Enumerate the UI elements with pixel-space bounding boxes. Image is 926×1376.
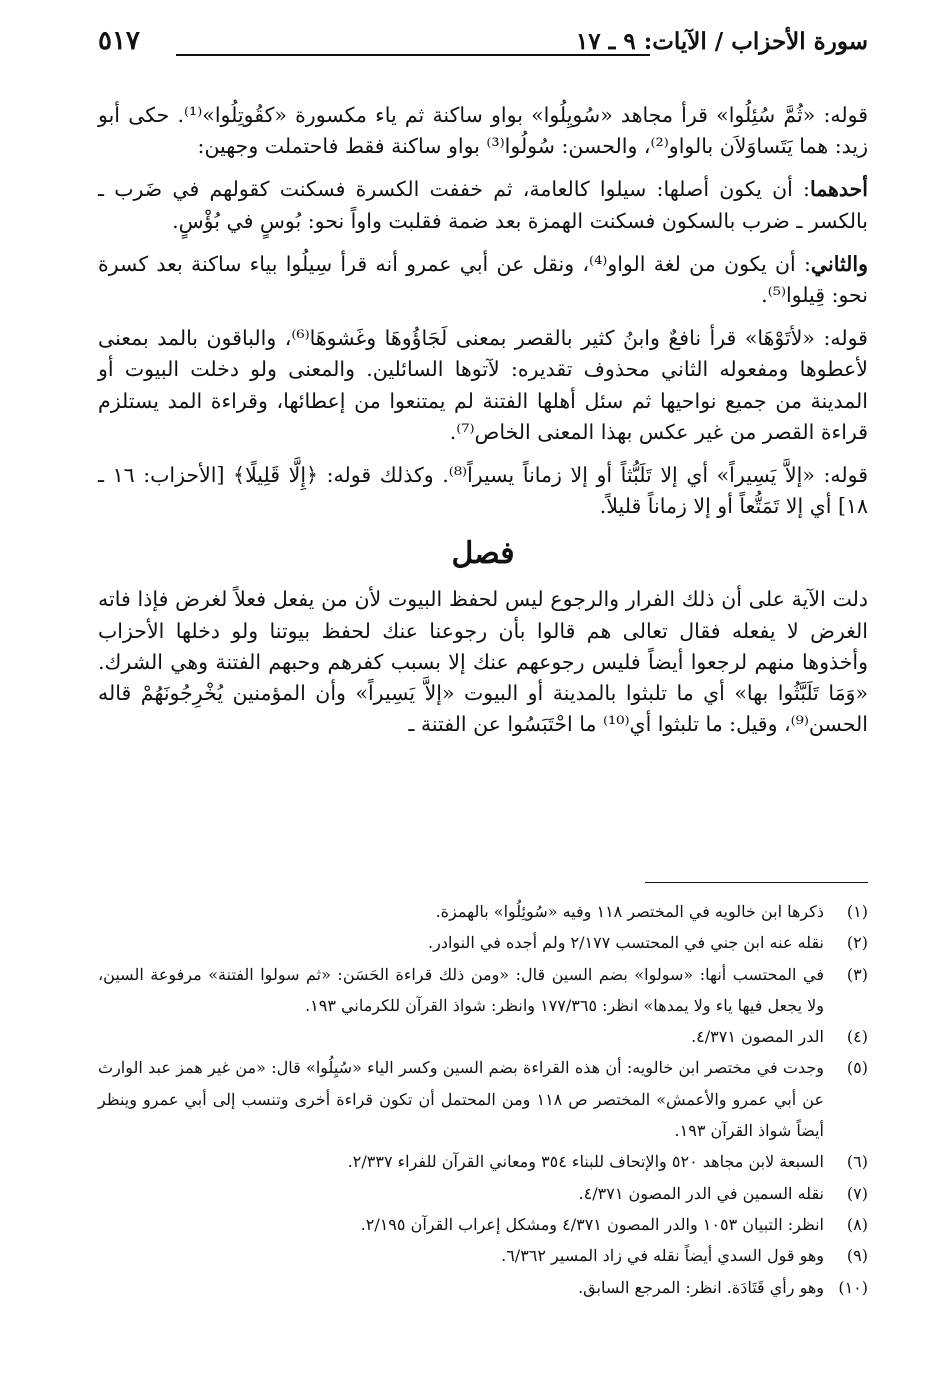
footnote-number: (٧) <box>846 1183 868 1203</box>
footnote-text: نقله عنه ابن جني في المحتسب ٢/١٧٧ ولم أجده في النوادر. <box>428 933 824 953</box>
footnote-item <box>98 1052 868 1146</box>
footnote-separator <box>645 882 868 883</box>
paragraph-4 <box>98 323 868 448</box>
page-number: ٥١٧ <box>98 26 140 56</box>
footnote-number: (٣) <box>846 964 868 984</box>
paragraph-1-text: قوله: «ثُمَّ سُئِلُوا» قرأ مجاهد «سُويِلُوا» بواو ساكنة ثم ياء مكسورة «كقُوتِلُوا»⁽¹⁾. حكى أبو زيد: هما يَتَساوَلاَن بالواو⁽²⁾، والحسن: سُولُوا⁽³⁾ بواو ساكنة فقط فاحتملت وجهين: <box>98 103 868 159</box>
footnote-text: السبعة لابن مجاهد ٥٢٠ والإتحاف للبناء ٣٥٤ ومعاني القرآن للفراء ٢/٣٣٧. <box>347 1152 824 1172</box>
footnote-number: (١٠) <box>838 1277 868 1297</box>
footnote-text: انظر: التبيان ١٠٥٣ والدر المصون ٤/٣٧١ ومشكل إعراب القرآن ٢/١٩٥. <box>360 1214 824 1234</box>
footnotes <box>98 896 868 1303</box>
footnote-item <box>98 1146 868 1177</box>
footnote-text: في المحتسب أنها: «سولوا» بضم السين قال: «ومن ذلك قراءة الحَسَن: «ثم سولوا الفتنة» مرفوعة السين، ولا يجعل فيها ياء ولا يمدها» انظر: ١٧٧/٣٦٥ وانظر: شواذ القرآن للكرماني ١٩٣. <box>98 964 824 1015</box>
footnote-item <box>98 1240 868 1271</box>
footnote-text: ذكرها ابن خالويه في المختصر ١١٨ وفيه «سُوئِلُوا» بالهمزة. <box>435 902 824 921</box>
footnote-item <box>98 959 868 1022</box>
paragraph-3 <box>98 249 868 311</box>
footnote-item <box>98 1178 868 1209</box>
footnote-text: الدر المصون ٤/٣٧١. <box>691 1027 824 1047</box>
footnote-number: (٨) <box>846 1214 868 1234</box>
paragraph-4-text: قوله: «لأتَوْهَا» قرأ نافعٌ وابنُ كثير بالقصر بمعنى لَجَاؤُوهَا وغَشوهَا⁽⁶⁾، والباقون بالمد بمعنى لأعطوها ومفعوله الثاني محذوف تقديره: لآتوها السائلين. والمعنى ولو دخلت البيوت أو المدينة من جميع نواحيها ثم سئل أهلها الفتنة لم يمتنعوا من إعطائها، وقراءة المد يستلزم قراءة القصر من غير عكس بهذا المعنى الخاص⁽⁷⁾. <box>98 326 868 444</box>
footnote-item <box>98 896 868 927</box>
footnote-item <box>98 1209 868 1240</box>
header-title: سورة الأحزاب / الآيات: ٩ ـ ١٧ <box>575 28 868 55</box>
footnote-item <box>98 1272 868 1303</box>
paragraph-3-text: : أن يكون من لغة الواو⁽⁴⁾، ونقل عن أبي عمرو أنه قرأ سِيلُوا بياء ساكنة بعد كسرة نحو: قِيلوا⁽⁵⁾. <box>98 251 868 308</box>
paragraph-5-text: قوله: «إلاَّ يَسِيراً» أي إلا تَلَبُّثاً أو إلا زماناً يسيراً⁽⁸⁾. وكذلك قوله: ﴿إِلَّا قَلِيلًا﴾ [الأحزاب: ١٦ ـ ١٨] أي إلا تَمَتُّعاً أو إلا زماناً قليلاً. <box>98 463 868 519</box>
footnote-number: (٦) <box>846 1152 868 1172</box>
paragraph-1 <box>98 100 868 162</box>
footnote-text: وجدت في مختصر ابن خالويه: أن هذه القراءة بضم السين وكسر الياء «سُيِلُوا» قال: «من غير همز عبد الوارث عن أبي عمرو والأعمش» المختصر ص ١١٨ ومن المحتمل أن تكون قراءة أخرى وتنسب إلى أبي عمرو وينظر أيضاً شواذ القرآن ١٩٣. <box>98 1058 824 1141</box>
footnote-number: (٥) <box>846 1058 868 1078</box>
footnote-item <box>98 927 868 958</box>
paragraph-6 <box>98 584 868 740</box>
footnote-text: نقله السمين في الدر المصون ٤/٣٧١. <box>578 1183 824 1203</box>
paragraph-3-lead: والثاني <box>810 251 868 276</box>
paragraph-2-text: : أن يكون أصلها: سيلوا كالعامة، ثم خففت الكسرة فسكنت كقولهم في ضَرب ـ بالكسر ـ ضرب بالسكون فسكنت الهمزة بعد ضمة فقلبت واواً نحو: بُوسٍ في بُؤْسٍ. <box>98 177 868 233</box>
footnote-number: (٢) <box>846 933 868 953</box>
footnote-number: (٩) <box>846 1246 868 1266</box>
footnote-text: وهو رأي قَتَادَة. انظر: المرجع السابق. <box>578 1277 824 1297</box>
paragraph-5 <box>98 460 868 522</box>
header-rule <box>176 54 650 56</box>
footnote-number: (١) <box>846 902 868 921</box>
footnote-item <box>98 1021 868 1052</box>
paragraph-2 <box>98 174 868 236</box>
footnote-number: (٤) <box>846 1027 868 1047</box>
running-header <box>98 24 868 64</box>
main-text <box>98 100 868 752</box>
paragraph-2-lead: أحدهما <box>809 177 868 202</box>
section-heading: فصل <box>451 536 515 572</box>
paragraph-6-text: دلت الآية على أن ذلك الفرار والرجوع ليس لحفظ البيوت لأن من يفعل فعلاً لغرض فإذا فاته الغرض لا يفعله فقال تعالى هم قالوا بأن رجوعنا عنك لحفظ بيوتنا ولو دخلها الأحزاب وأخذوها منهم لرجعوا أيضاً فليس رجوعهم عنك إلا بسبب كفرهم وحبهم الفتنة وهي الشرك. «وَمَا تَلَبَّثُوا بها» أي ما تلبثوا بالمدينة أو البيوت «إلاَّ يَسِيراً» وأن المؤمنين يُخْرِجُونَهُمْ قاله الحسن⁽⁹⁾، وقيل: ما تلبثوا أي⁽¹⁰⁾ ما احْتَبَسُوا عن الفتنة ـ <box>98 587 868 737</box>
footnote-text: وهو قول السدي أيضاً نقله في زاد المسير ٦/٣٦٢. <box>501 1246 824 1266</box>
